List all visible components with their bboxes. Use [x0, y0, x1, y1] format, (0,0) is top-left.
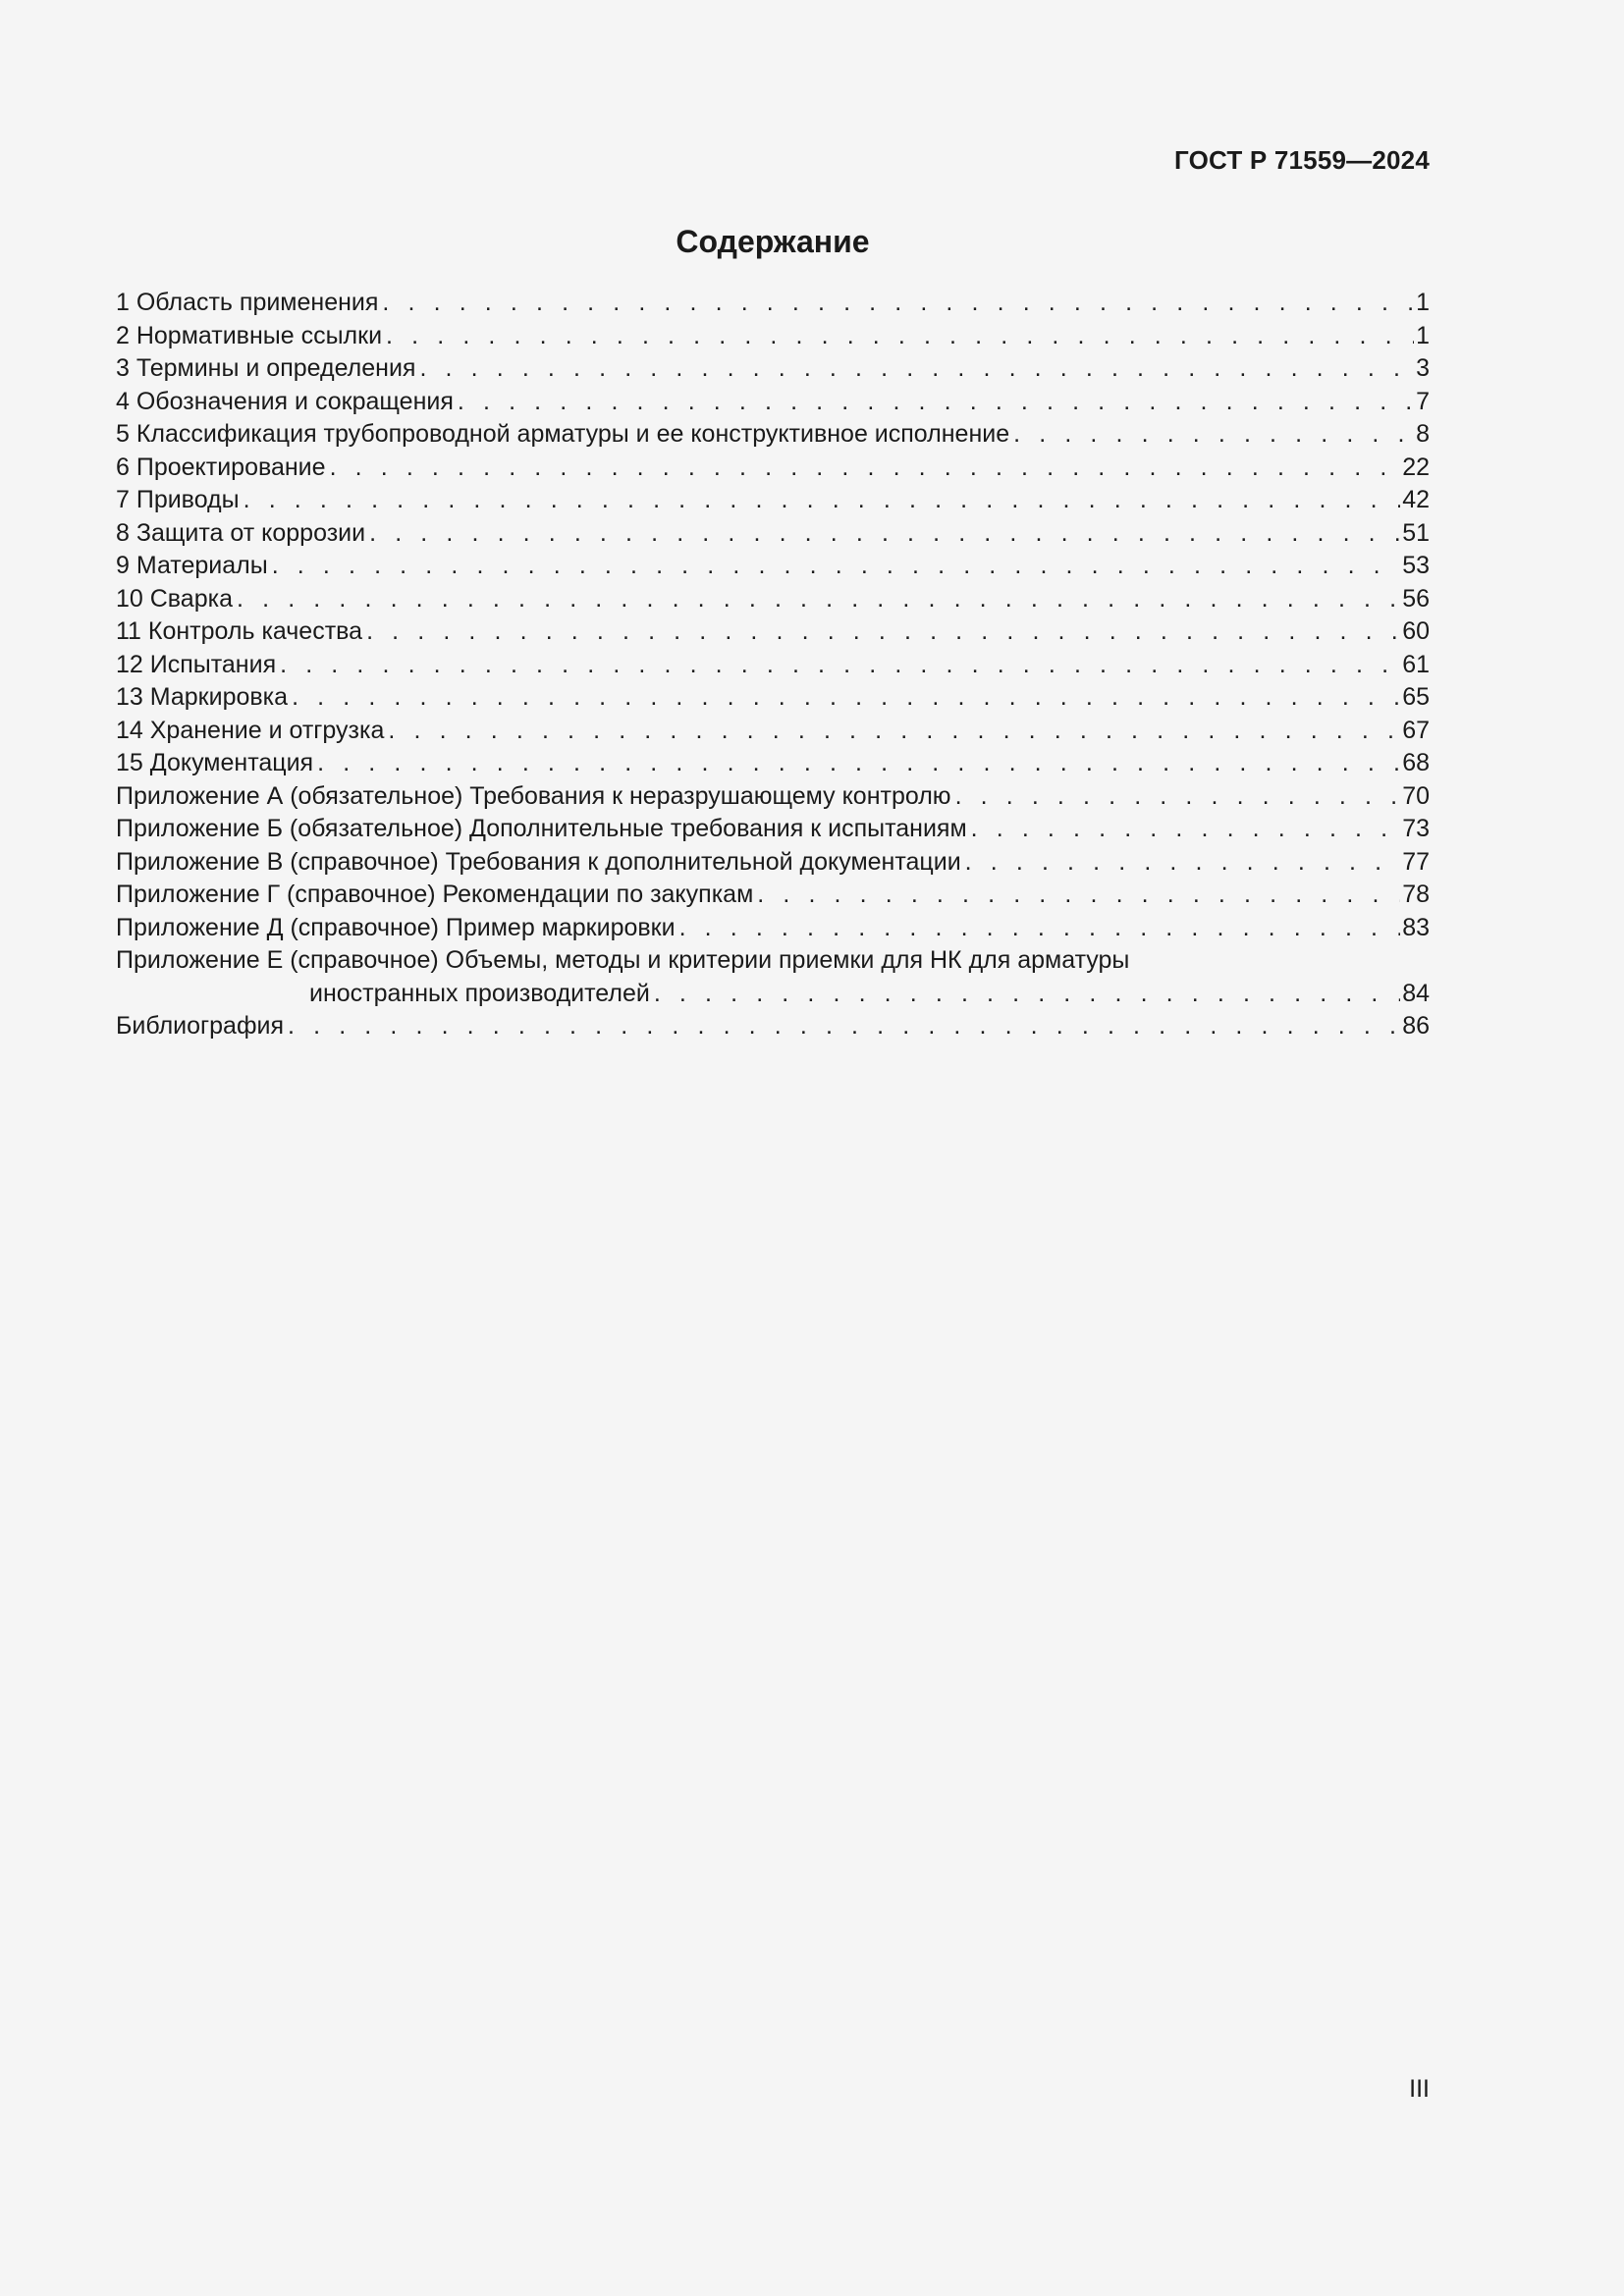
toc-entry[interactable]: [116, 615, 1430, 649]
dot-leader: [244, 484, 1401, 517]
dot-leader: [382, 287, 1414, 320]
dot-leader: [955, 780, 1401, 814]
dot-leader: [280, 649, 1400, 682]
toc-entry-page: 7: [1416, 387, 1430, 415]
toc-entry-page: 53: [1402, 552, 1430, 579]
toc-entry-page: 70: [1402, 781, 1430, 810]
toc-entry[interactable]: [116, 681, 1430, 715]
toc-entry-label: 8 Защита от коррозии: [116, 518, 366, 547]
toc-entry-page: 61: [1402, 650, 1430, 678]
toc-entry-page: 51: [1402, 518, 1430, 547]
toc-entry-label: 2 Нормативные ссылки: [116, 321, 383, 349]
toc-entry-label: 6 Проектирование: [116, 453, 326, 481]
document-code: ГОСТ Р 71559—2024: [1174, 145, 1430, 175]
toc-entry[interactable]: [116, 452, 1430, 485]
dot-leader: [388, 715, 1400, 748]
toc-entry-page: 78: [1402, 881, 1430, 908]
toc-entry[interactable]: [116, 583, 1430, 616]
toc-entry-multiline-first[interactable]: [116, 944, 1430, 978]
toc-entry-label: 14 Хранение и отгрузка: [116, 716, 385, 744]
page-number: III: [1409, 2075, 1430, 2103]
toc-entry-label: Библиография: [116, 1012, 285, 1040]
toc-entry[interactable]: [116, 386, 1430, 419]
toc-entry-page: 86: [1402, 1012, 1430, 1040]
toc-entry-page: 84: [1402, 979, 1430, 1007]
toc-entry-page: 8: [1416, 420, 1430, 448]
dot-leader: [757, 879, 1400, 912]
toc-entry-label: 13 Маркировка: [116, 683, 289, 711]
toc-entry[interactable]: [116, 715, 1430, 748]
toc-entry-multiline-second[interactable]: [116, 978, 1430, 1011]
dot-leader: [965, 846, 1401, 880]
toc-entry-page: 42: [1402, 486, 1430, 513]
toc-entry[interactable]: [116, 484, 1430, 517]
toc-entry[interactable]: [116, 879, 1430, 912]
toc-entry-label: Приложение Е (справочное) Объемы, методы и критерии приемки для НК для арматуры: [116, 946, 1130, 974]
toc-entry[interactable]: [116, 649, 1430, 682]
toc-entry-page: 67: [1402, 716, 1430, 744]
toc-entry-label: Приложение В (справочное) Требования к дополнительной документации: [116, 847, 961, 876]
toc-entry-label: Приложение Б (обязательное) Дополнительные требования к испытаниям: [116, 815, 967, 842]
toc-entry[interactable]: [116, 287, 1430, 320]
dot-leader: [679, 912, 1401, 945]
toc-entry[interactable]: [116, 418, 1430, 452]
toc-entry[interactable]: [116, 320, 1430, 353]
dot-leader: [419, 352, 1414, 386]
toc-entry-label: 7 Приводы: [116, 486, 240, 513]
toc-entry[interactable]: [116, 517, 1430, 551]
dot-leader: [1013, 418, 1414, 452]
dot-leader: [272, 550, 1400, 583]
toc-entry-page: 77: [1402, 847, 1430, 876]
dot-leader: [971, 813, 1401, 846]
toc-entry-page: 1: [1416, 289, 1430, 316]
toc-entry-page: 3: [1416, 354, 1430, 382]
dot-leader: [237, 583, 1400, 616]
toc-entry-page: 83: [1402, 913, 1430, 941]
dot-leader: [366, 615, 1400, 649]
dot-leader: [317, 747, 1400, 780]
toc-entry-page: 68: [1402, 749, 1430, 776]
toc-entry-label: 10 Сварка: [116, 584, 234, 613]
toc-entry[interactable]: [116, 352, 1430, 386]
toc-entry-page: 60: [1402, 617, 1430, 645]
toc-entry-page: 65: [1402, 683, 1430, 711]
toc-entry[interactable]: [116, 1010, 1430, 1043]
dot-leader: [654, 978, 1400, 1011]
toc-entry-label: 9 Материалы: [116, 552, 268, 579]
toc-title: Содержание: [676, 224, 870, 259]
toc-entry[interactable]: [116, 550, 1430, 583]
toc-entry-label: 15 Документация: [116, 749, 314, 776]
toc-entry-page: 73: [1402, 815, 1430, 842]
toc-entry-label: 5 Классификация трубопроводной арматуры и ее конструктивное исполнение: [116, 420, 1010, 448]
toc-entry[interactable]: [116, 846, 1430, 880]
dot-leader: [369, 517, 1400, 551]
toc-entry[interactable]: [116, 912, 1430, 945]
toc-entry-page: 22: [1402, 453, 1430, 481]
toc-entry-page: 1: [1416, 321, 1430, 349]
dot-leader: [292, 681, 1400, 715]
toc-entry-label: Приложение Г (справочное) Рекомендации по закупкам: [116, 881, 754, 908]
table-of-contents: [116, 287, 1430, 1043]
toc-entry-page: 56: [1402, 584, 1430, 613]
toc-entry-label: 4 Обозначения и сокращения: [116, 387, 454, 415]
toc-entry-label: 1 Область применения: [116, 289, 379, 316]
toc-entry-label: Приложение Д (справочное) Пример маркировки: [116, 913, 676, 941]
dot-leader: [330, 452, 1401, 485]
toc-entry-label: 11 Контроль качества: [116, 617, 363, 645]
toc-entry[interactable]: [116, 747, 1430, 780]
toc-entry-label: 12 Испытания: [116, 650, 277, 678]
dot-leader: [288, 1010, 1400, 1043]
toc-entry-label-continuation: иностранных производителей: [309, 979, 650, 1007]
toc-entry[interactable]: [116, 813, 1430, 846]
dot-leader: [458, 386, 1414, 419]
toc-entry[interactable]: [116, 780, 1430, 814]
toc-entry-label: Приложение А (обязательное) Требования к неразрушающему контролю: [116, 781, 951, 810]
dot-leader: [386, 320, 1414, 353]
toc-entry-label: 3 Термины и определения: [116, 354, 416, 382]
